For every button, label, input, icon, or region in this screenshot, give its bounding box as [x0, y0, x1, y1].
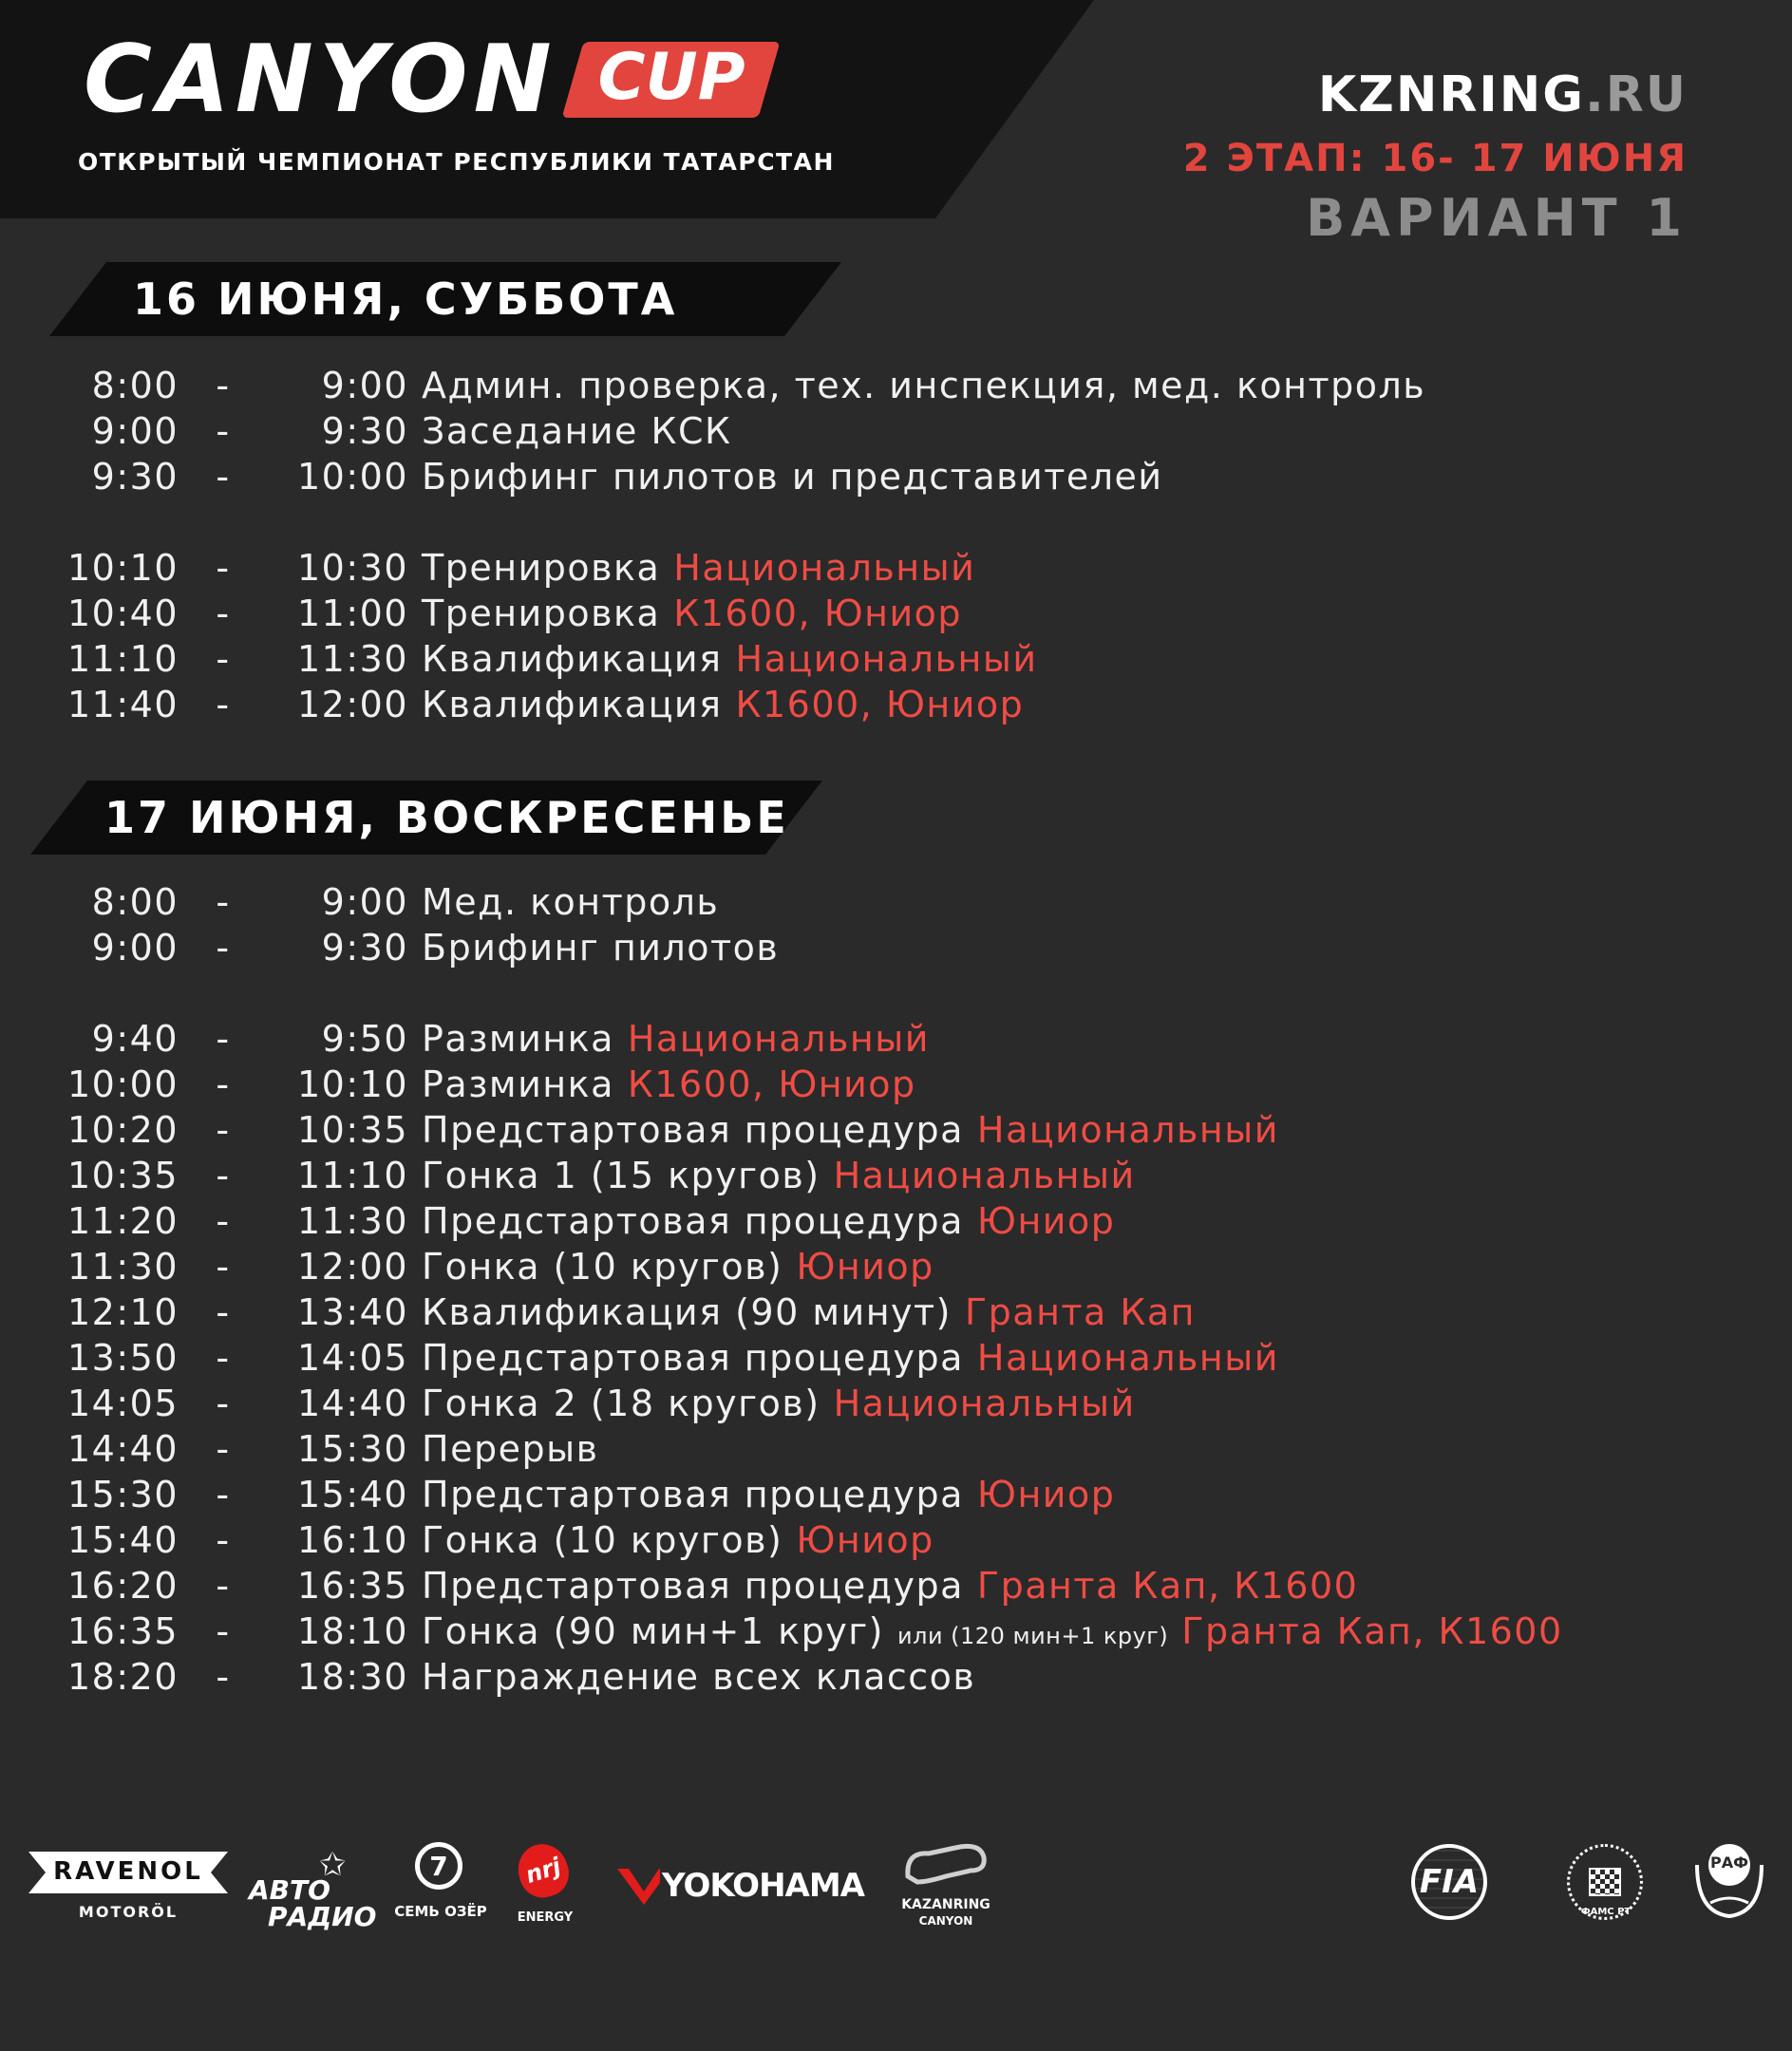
ravenol-logo	[28, 1850, 228, 1926]
time-dash: -	[216, 1291, 231, 1333]
avtoradio-logo	[249, 1846, 377, 1932]
kazanring-text-1: KAZANRING	[901, 1897, 990, 1912]
event-note: или (120 мин+1 круг)	[897, 1623, 1169, 1649]
time-from: 11:20	[66, 1200, 179, 1242]
class-name: Национальный	[833, 1155, 1136, 1196]
schedule-row	[0, 1062, 1792, 1107]
time-from: 8:00	[91, 365, 179, 406]
time-from: 12:10	[66, 1291, 179, 1333]
time-from: 10:35	[66, 1155, 179, 1196]
energy-logo	[507, 1840, 583, 1935]
schedule-gap	[0, 970, 1792, 1016]
time-to: 11:00	[296, 593, 408, 634]
time-dash: -	[216, 1018, 231, 1060]
time-dash: -	[216, 1428, 231, 1470]
class-name: Юниор	[796, 1246, 934, 1288]
time-dash: -	[216, 1155, 231, 1196]
website-link[interactable]	[1318, 66, 1688, 123]
time-dash: -	[216, 1519, 231, 1561]
time-from: 15:30	[66, 1474, 179, 1515]
event-name: Предстартовая процедура	[422, 1200, 964, 1242]
time-dash: -	[216, 1474, 231, 1515]
time-to: 11:30	[296, 638, 408, 680]
time-from: 9:00	[91, 410, 179, 452]
time-to: 16:35	[296, 1565, 408, 1607]
event-name: Квалификация	[422, 684, 723, 725]
fams-logo	[1563, 1840, 1649, 1926]
schedule-row	[0, 591, 1792, 636]
time-dash: -	[216, 927, 231, 969]
sem-ozer-logo	[393, 1842, 488, 1937]
time-to: 9:50	[321, 1018, 408, 1060]
time-to: 10:10	[296, 1063, 408, 1105]
time-to: 10:00	[296, 456, 408, 498]
fia-logo	[1407, 1840, 1493, 1926]
time-to: 11:10	[296, 1155, 408, 1196]
fams-text: ФАМС РТ	[1580, 1907, 1632, 1917]
day-1-schedule	[0, 363, 1792, 727]
schedule-row	[0, 1381, 1792, 1426]
raf-emblem-icon	[1689, 1836, 1769, 1922]
schedule-row	[0, 1289, 1792, 1335]
time-dash: -	[216, 593, 231, 634]
time-from: 11:30	[66, 1246, 179, 1288]
ravenol-sub-text: MOTORÖL	[78, 1903, 179, 1921]
time-to: 10:30	[296, 547, 408, 589]
logo-canyon-text: CANYON	[84, 26, 557, 134]
schedule-row	[0, 1609, 1792, 1654]
event-name: Предстартовая процедура	[422, 1474, 964, 1515]
event-name: Гонка 1 (15 кругов)	[422, 1155, 821, 1196]
time-from: 16:20	[66, 1565, 179, 1607]
event-name: Предстартовая процедура	[422, 1109, 964, 1151]
event-name: Разминка	[422, 1018, 614, 1060]
time-from: 11:40	[66, 684, 179, 725]
time-from: 15:40	[66, 1519, 179, 1561]
class-name: К1600, Юниор	[735, 684, 1025, 725]
stage-dates: 2 ЭТАП: 16- 17 ИЮНЯ	[1182, 137, 1688, 180]
time-dash: -	[216, 1200, 231, 1242]
kazanring-text-2: CANYON	[918, 1914, 973, 1928]
time-from: 10:40	[66, 593, 179, 634]
time-from: 8:00	[91, 881, 179, 923]
time-dash: -	[216, 1109, 231, 1151]
fia-text: FIA	[1419, 1863, 1480, 1901]
sem-ozer-circle-icon	[415, 1842, 462, 1890]
class-name: К1600, Юниор	[673, 593, 963, 634]
time-dash: -	[216, 638, 231, 680]
class-name: Национальный	[627, 1018, 930, 1060]
event-name: Брифинг пилотов	[422, 927, 780, 969]
time-to: 12:00	[296, 684, 408, 725]
time-from: 10:10	[66, 547, 179, 589]
avtoradio-text-1: АВТО	[249, 1874, 330, 1906]
event-name: Гонка (10 кругов)	[422, 1519, 783, 1561]
time-dash: -	[216, 881, 231, 923]
raf-text: РАФ	[1710, 1853, 1748, 1872]
time-dash: -	[216, 1610, 231, 1652]
time-dash: -	[216, 1246, 231, 1288]
fia-globe-icon	[1411, 1844, 1487, 1920]
schedule-row	[0, 408, 1792, 454]
class-name: Гранта Кап, К1600	[976, 1565, 1359, 1607]
schedule-row	[0, 363, 1792, 408]
event-name: Предстартовая процедура	[422, 1337, 964, 1379]
class-name: Юниор	[976, 1474, 1116, 1515]
canyon-cup-logo	[84, 26, 769, 134]
time-to: 9:30	[321, 410, 408, 452]
schedule-row	[0, 1153, 1792, 1198]
time-from: 10:20	[66, 1109, 179, 1151]
time-from: 9:30	[91, 456, 179, 498]
day-2-banner	[30, 781, 822, 855]
time-to: 18:30	[296, 1656, 408, 1698]
time-dash: -	[216, 410, 231, 452]
time-to: 9:30	[321, 927, 408, 969]
event-name: Квалификация (90 минут)	[422, 1291, 952, 1333]
schedule-gap	[0, 499, 1792, 545]
event-name: Предстартовая процедура	[422, 1565, 964, 1607]
event-name: Тренировка	[422, 547, 661, 589]
time-to: 13:40	[296, 1291, 408, 1333]
schedule-row	[0, 1472, 1792, 1517]
time-to: 16:10	[296, 1519, 408, 1561]
website-main: KZNRING	[1317, 66, 1585, 123]
ravenol-text: RAVENOL	[53, 1857, 203, 1886]
raf-logo	[1687, 1836, 1772, 1931]
yokohama-text: YOKOHAMA	[662, 1867, 864, 1905]
event-name: Брифинг пилотов и представителей	[422, 456, 1163, 498]
time-from: 16:35	[66, 1610, 179, 1652]
time-dash: -	[216, 365, 231, 406]
class-name: Национальный	[735, 638, 1038, 680]
schedule-row	[0, 1517, 1792, 1563]
sem-ozer-text: СЕМЬ ОЗЁР	[394, 1903, 487, 1920]
time-dash: -	[216, 684, 231, 725]
class-name: Национальный	[976, 1337, 1279, 1379]
yokohama-chevron-icon	[617, 1867, 660, 1905]
schedule-row	[0, 1107, 1792, 1153]
nrj-text: nrj	[522, 1852, 564, 1890]
time-from: 9:00	[91, 927, 179, 969]
class-name: Юниор	[796, 1519, 934, 1561]
time-dash: -	[216, 547, 231, 589]
event-name: Квалификация	[422, 638, 723, 680]
schedule-row	[0, 925, 1792, 970]
day-1-banner	[49, 262, 841, 336]
event-name: Награждение всех классов	[422, 1656, 976, 1698]
schedule-row	[0, 1198, 1792, 1244]
time-to: 15:40	[296, 1474, 408, 1515]
time-dash: -	[216, 1337, 231, 1379]
event-name: Гонка (10 кругов)	[422, 1246, 783, 1288]
class-name: Гранта Кап, К1600	[1181, 1610, 1563, 1652]
time-from: 10:00	[66, 1063, 179, 1105]
event-name: Тренировка	[422, 593, 661, 634]
time-dash: -	[216, 1383, 231, 1424]
event-name: Гонка 2 (18 кругов)	[422, 1383, 821, 1424]
day-2-schedule	[0, 879, 1792, 1700]
day-1-title: 16 ИЮНЯ, СУББОТА	[133, 273, 678, 325]
sponsor-strip	[0, 1833, 1792, 1937]
schedule-row	[0, 1426, 1792, 1472]
class-name: К1600, Юниор	[627, 1063, 916, 1105]
time-from: 13:50	[66, 1337, 179, 1379]
website-ext: .RU	[1584, 66, 1688, 123]
time-to: 14:05	[296, 1337, 408, 1379]
time-dash: -	[216, 1565, 231, 1607]
event-name: Разминка	[422, 1063, 614, 1105]
time-to: 14:40	[296, 1383, 408, 1424]
time-to: 15:30	[296, 1428, 408, 1470]
class-name: Национальный	[976, 1109, 1279, 1151]
kazanring-track-icon	[898, 1838, 993, 1891]
time-to: 9:00	[321, 365, 408, 406]
time-to: 9:00	[321, 881, 408, 923]
schedule-row	[0, 1335, 1792, 1381]
schedule-row	[0, 454, 1792, 499]
yokohama-logo	[617, 1857, 864, 1914]
avtoradio-text-2: РАДИО	[268, 1901, 377, 1932]
time-from: 11:10	[66, 638, 179, 680]
kazanring-logo	[889, 1838, 1003, 1933]
time-to: 12:00	[296, 1246, 408, 1288]
schedule-row	[0, 879, 1792, 925]
time-from: 14:05	[66, 1383, 179, 1424]
fams-flag-icon	[1589, 1868, 1621, 1896]
schedule-row	[0, 1244, 1792, 1289]
schedule-row	[0, 545, 1792, 591]
event-name: Заседание КСК	[422, 410, 732, 452]
championship-subtitle: ОТКРЫТЫЙ ЧЕМПИОНАТ РЕСПУБЛИКИ ТАТАРСТАН	[78, 148, 835, 176]
event-name: Перерыв	[422, 1428, 599, 1470]
time-to: 18:10	[296, 1610, 408, 1652]
schedule-row	[0, 1654, 1792, 1700]
class-name: Национальный	[833, 1383, 1136, 1424]
time-dash: -	[216, 456, 231, 498]
day-2-title: 17 ИЮНЯ, ВОСКРЕСЕНЬЕ	[104, 792, 789, 843]
schedule-row	[0, 682, 1792, 727]
event-name: Гонка (90 мин+1 круг)	[422, 1610, 884, 1652]
class-name: Гранта Кап	[964, 1291, 1197, 1333]
time-from: 14:40	[66, 1428, 179, 1470]
time-from: 18:20	[66, 1656, 179, 1698]
time-from: 9:40	[91, 1018, 179, 1060]
time-to: 10:35	[296, 1109, 408, 1151]
logo-cup-badge	[561, 42, 780, 118]
nrj-badge-icon	[512, 1837, 575, 1903]
time-dash: -	[216, 1656, 231, 1698]
energy-text: ENERGY	[517, 1910, 574, 1925]
schedule-row	[0, 1563, 1792, 1609]
logo-cup-text: CUP	[597, 40, 745, 115]
class-name: Юниор	[976, 1200, 1116, 1242]
event-name: Мед. контроль	[422, 881, 720, 923]
schedule-row	[0, 636, 1792, 682]
time-dash: -	[216, 1063, 231, 1105]
class-name: Национальный	[673, 547, 976, 589]
schedule-row	[0, 1016, 1792, 1062]
avtoradio-star-icon: ✩	[319, 1846, 347, 1884]
sem-ozer-number: 7	[429, 1850, 448, 1882]
event-name: Админ. проверка, тех. инспекция, мед. контроль	[422, 365, 1426, 406]
variant-label: ВАРИАНТ 1	[1306, 188, 1688, 248]
time-to: 11:30	[296, 1200, 408, 1242]
